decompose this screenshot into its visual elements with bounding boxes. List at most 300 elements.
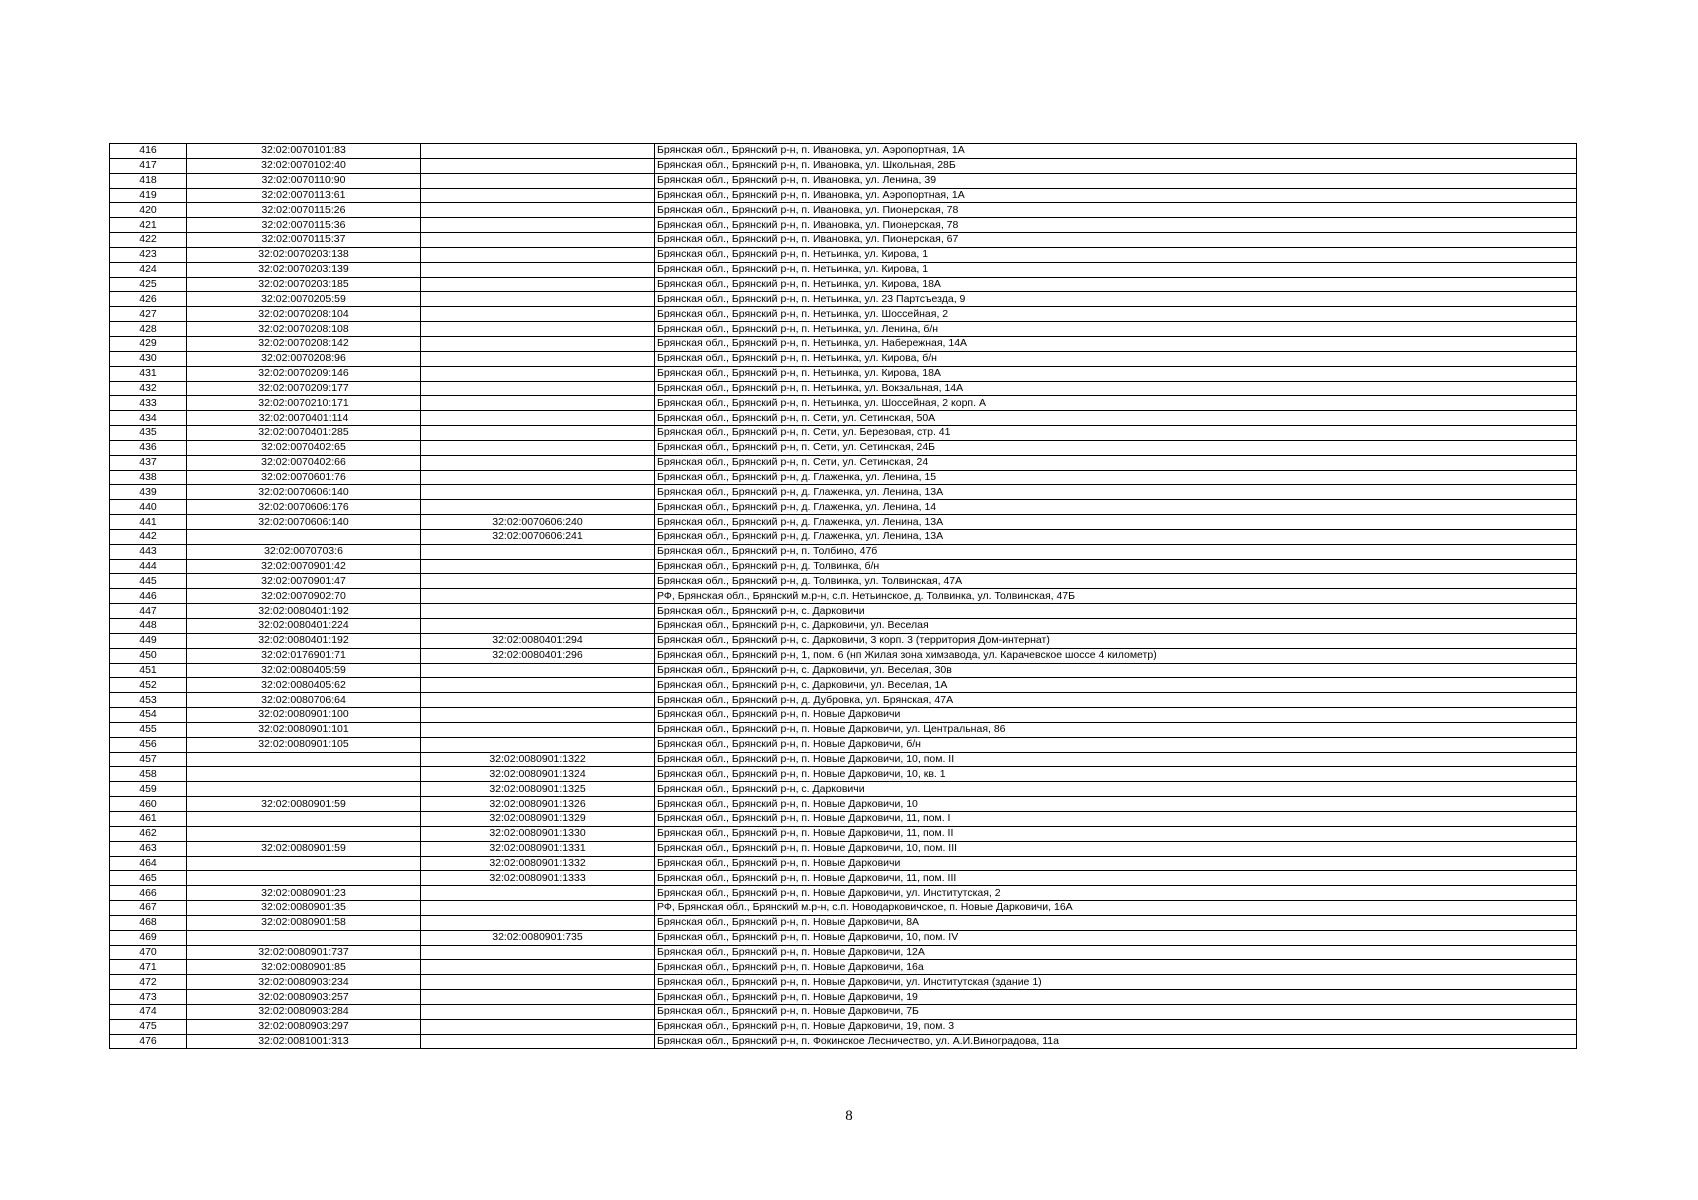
cadastral-number-cell — [187, 767, 421, 782]
table-row — [110, 604, 1577, 619]
sub-cadastral-number-cell: 32:02:0080901:1325 — [421, 782, 655, 797]
sub-cadastral-number-cell: 32:02:0080901:1333 — [421, 871, 655, 886]
address-cell: Брянская обл., Брянский р-н, д. Глаженка, ул. Ленина, 15 — [655, 470, 1577, 485]
sub-cadastral-number-cell — [421, 485, 655, 500]
table-row — [110, 752, 1577, 767]
cadastral-number-cell: 32:02:0080903:257 — [187, 990, 421, 1005]
address-cell: Брянская обл., Брянский р-н, п. Новые Дарковичи, 11, пом. III — [655, 871, 1577, 886]
cadastral-number-cell — [187, 871, 421, 886]
sub-cadastral-number-cell: 32:02:0080901:1330 — [421, 826, 655, 841]
table-row — [110, 144, 1577, 159]
row-number-cell: 423 — [110, 247, 187, 262]
sub-cadastral-number-cell — [421, 307, 655, 322]
sub-cadastral-number-cell — [421, 901, 655, 916]
cadastral-number-cell: 32:02:0070208:142 — [187, 336, 421, 351]
address-cell: Брянская обл., Брянский р-н, д. Глаженка, ул. Ленина, 13А — [655, 515, 1577, 530]
cadastral-number-cell: 32:02:0070401:114 — [187, 411, 421, 426]
row-number-cell: 468 — [110, 915, 187, 930]
sub-cadastral-number-cell — [421, 158, 655, 173]
table-row — [110, 737, 1577, 752]
table-row — [110, 871, 1577, 886]
row-number-cell: 425 — [110, 277, 187, 292]
address-cell: Брянская обл., Брянский р-н, п. Новые Дарковичи, 11, пом. I — [655, 811, 1577, 826]
address-cell: Брянская обл., Брянский р-н, п. Нетьинка, ул. Набережная, 14А — [655, 336, 1577, 351]
table-row — [110, 529, 1577, 544]
table-row — [110, 886, 1577, 901]
table-row — [110, 945, 1577, 960]
sub-cadastral-number-cell — [421, 559, 655, 574]
sub-cadastral-number-cell — [421, 693, 655, 708]
sub-cadastral-number-cell: 32:02:0080901:1331 — [421, 841, 655, 856]
address-cell: Брянская обл., Брянский р-н, п. Нетьинка, ул. 23 Партсъезда, 9 — [655, 292, 1577, 307]
address-cell: Брянская обл., Брянский р-н, д. Толвинка, б/н — [655, 559, 1577, 574]
address-cell: Брянская обл., Брянский р-н, п. Сети, ул. Сетинская, 50А — [655, 411, 1577, 426]
sub-cadastral-number-cell — [421, 292, 655, 307]
address-cell: Брянская обл., Брянский р-н, п. Новые Дарковичи, 8А — [655, 915, 1577, 930]
address-cell: Брянская обл., Брянский р-н, п. Новые Дарковичи, 19 — [655, 990, 1577, 1005]
address-cell: Брянская обл., Брянский р-н, с. Дарковичи, ул. Веселая — [655, 619, 1577, 634]
row-number-cell: 421 — [110, 218, 187, 233]
address-cell: Брянская обл., Брянский р-н, п. Ивановка, ул. Аэропортная, 1А — [655, 144, 1577, 159]
cadastral-number-cell: 32:02:0080901:101 — [187, 722, 421, 737]
sub-cadastral-number-cell — [421, 351, 655, 366]
row-number-cell: 453 — [110, 693, 187, 708]
table-row — [110, 1004, 1577, 1019]
table-row — [110, 559, 1577, 574]
page-number: 8 — [845, 1108, 853, 1124]
sub-cadastral-number-cell — [421, 262, 655, 277]
sub-cadastral-number-cell — [421, 886, 655, 901]
row-number-cell: 472 — [110, 975, 187, 990]
sub-cadastral-number-cell — [421, 663, 655, 678]
cadastral-number-cell: 32:02:0070210:171 — [187, 396, 421, 411]
table-row — [110, 366, 1577, 381]
sub-cadastral-number-cell — [421, 975, 655, 990]
address-cell: Брянская обл., Брянский р-н, д. Глаженка, ул. Ленина, 13А — [655, 485, 1577, 500]
sub-cadastral-number-cell — [421, 233, 655, 248]
address-cell: Брянская обл., Брянский р-н, п. Нетьинка, ул. Шоссейная, 2 корп. А — [655, 396, 1577, 411]
row-number-cell: 465 — [110, 871, 187, 886]
cadastral-number-cell: 32:02:0070401:285 — [187, 426, 421, 441]
table-row — [110, 470, 1577, 485]
table-row — [110, 1034, 1577, 1049]
cadastral-number-cell: 32:02:0070606:140 — [187, 515, 421, 530]
row-number-cell: 458 — [110, 767, 187, 782]
row-number-cell: 419 — [110, 188, 187, 203]
address-cell: РФ, Брянская обл., Брянский м.р-н, с.п. Новодарковичское, п. Новые Дарковичи, 16А — [655, 901, 1577, 916]
cadastral-number-cell: 32:02:0081001:313 — [187, 1034, 421, 1049]
row-number-cell: 442 — [110, 529, 187, 544]
sub-cadastral-number-cell: 32:02:0080901:1324 — [421, 767, 655, 782]
table-row — [110, 396, 1577, 411]
address-cell: Брянская обл., Брянский р-н, п. Сети, ул. Сетинская, 24 — [655, 455, 1577, 470]
cadastral-number-cell: 32:02:0070209:177 — [187, 381, 421, 396]
cadastral-number-cell: 32:02:0070703:6 — [187, 544, 421, 559]
address-cell: Брянская обл., Брянский р-н, с. Дарковичи — [655, 604, 1577, 619]
address-cell: Брянская обл., Брянский р-н, п. Новые Дарковичи — [655, 856, 1577, 871]
row-number-cell: 430 — [110, 351, 187, 366]
table-row — [110, 322, 1577, 337]
cadastral-number-cell — [187, 930, 421, 945]
table-row — [110, 247, 1577, 262]
table-row — [110, 856, 1577, 871]
sub-cadastral-number-cell — [421, 915, 655, 930]
cadastral-number-cell: 32:02:0070203:139 — [187, 262, 421, 277]
cadastral-number-cell: 32:02:0080401:192 — [187, 633, 421, 648]
row-number-cell: 420 — [110, 203, 187, 218]
row-number-cell: 446 — [110, 589, 187, 604]
sub-cadastral-number-cell: 32:02:0070606:240 — [421, 515, 655, 530]
cadastral-number-cell: 32:02:0070402:65 — [187, 440, 421, 455]
sub-cadastral-number-cell — [421, 678, 655, 693]
sub-cadastral-number-cell: 32:02:0080901:1326 — [421, 797, 655, 812]
address-cell: Брянская обл., Брянский р-н, п. Новые Дарковичи, 10, пом. II — [655, 752, 1577, 767]
table-row — [110, 619, 1577, 634]
sub-cadastral-number-cell — [421, 440, 655, 455]
sub-cadastral-number-cell: 32:02:0080401:296 — [421, 648, 655, 663]
address-cell: Брянская обл., Брянский р-н, п. Нетьинка, ул. Вокзальная, 14А — [655, 381, 1577, 396]
row-number-cell: 416 — [110, 144, 187, 159]
address-cell: Брянская обл., Брянский р-н, д. Глаженка, ул. Ленина, 14 — [655, 500, 1577, 515]
address-cell: Брянская обл., Брянский р-н, п. Новые Дарковичи — [655, 708, 1577, 723]
table-row — [110, 960, 1577, 975]
cadastral-number-cell: 32:02:0070209:146 — [187, 366, 421, 381]
cadastral-number-cell: 32:02:0070208:104 — [187, 307, 421, 322]
table-row — [110, 975, 1577, 990]
cadastral-number-cell: 32:02:0070208:96 — [187, 351, 421, 366]
sub-cadastral-number-cell — [421, 945, 655, 960]
cadastral-number-cell: 32:02:0070208:108 — [187, 322, 421, 337]
address-cell: Брянская обл., Брянский р-н, п. Фокинское Лесничество, ул. А.И.Виноградова, 11а — [655, 1034, 1577, 1049]
address-cell: Брянская обл., Брянский р-н, п. Толбино, 47б — [655, 544, 1577, 559]
address-cell: Брянская обл., Брянский р-н, п. Новые Дарковичи, 10, пом. IV — [655, 930, 1577, 945]
table-row — [110, 990, 1577, 1005]
cadastral-number-cell: 32:02:0070115:26 — [187, 203, 421, 218]
cadastral-number-cell: 32:02:0080401:192 — [187, 604, 421, 619]
row-number-cell: 439 — [110, 485, 187, 500]
row-number-cell: 452 — [110, 678, 187, 693]
table-row — [110, 262, 1577, 277]
table-row — [110, 811, 1577, 826]
address-cell: Брянская обл., Брянский р-н, п. Новые Дарковичи, 10, пом. III — [655, 841, 1577, 856]
row-number-cell: 438 — [110, 470, 187, 485]
address-cell: Брянская обл., Брянский р-н, п. Новые Дарковичи, 12А — [655, 945, 1577, 960]
row-number-cell: 470 — [110, 945, 187, 960]
sub-cadastral-number-cell — [421, 426, 655, 441]
sub-cadastral-number-cell — [421, 366, 655, 381]
table-row — [110, 411, 1577, 426]
address-cell: Брянская обл., Брянский р-н, п. Новые Дарковичи, 10, кв. 1 — [655, 767, 1577, 782]
table-row — [110, 663, 1577, 678]
row-number-cell: 432 — [110, 381, 187, 396]
table-row — [110, 544, 1577, 559]
registry-table-body — [110, 144, 1577, 1049]
sub-cadastral-number-cell — [421, 218, 655, 233]
sub-cadastral-number-cell: 32:02:0080901:735 — [421, 930, 655, 945]
row-number-cell: 451 — [110, 663, 187, 678]
table-row — [110, 693, 1577, 708]
cadastral-number-cell: 32:02:0070203:138 — [187, 247, 421, 262]
cadastral-number-cell: 32:02:0070901:47 — [187, 574, 421, 589]
cadastral-number-cell — [187, 856, 421, 871]
sub-cadastral-number-cell — [421, 470, 655, 485]
sub-cadastral-number-cell — [421, 381, 655, 396]
table-row — [110, 173, 1577, 188]
cadastral-number-cell: 32:02:0070113:61 — [187, 188, 421, 203]
address-cell: Брянская обл., Брянский р-н, п. Сети, ул. Сетинская, 24Б — [655, 440, 1577, 455]
cadastral-number-cell — [187, 752, 421, 767]
registry-table — [109, 143, 1577, 1049]
row-number-cell: 444 — [110, 559, 187, 574]
row-number-cell: 427 — [110, 307, 187, 322]
table-row — [110, 307, 1577, 322]
row-number-cell: 466 — [110, 886, 187, 901]
sub-cadastral-number-cell — [421, 1004, 655, 1019]
table-row — [110, 277, 1577, 292]
cadastral-number-cell: 32:02:0080903:234 — [187, 975, 421, 990]
row-number-cell: 436 — [110, 440, 187, 455]
sub-cadastral-number-cell — [421, 1034, 655, 1049]
address-cell: Брянская обл., Брянский р-н, п. Новые Дарковичи, ул. Институтская (здание 1) — [655, 975, 1577, 990]
row-number-cell: 467 — [110, 901, 187, 916]
table-row — [110, 455, 1577, 470]
address-cell: Брянская обл., Брянский р-н, п. Нетьинка, ул. Кирова, 18А — [655, 277, 1577, 292]
sub-cadastral-number-cell — [421, 574, 655, 589]
table-row — [110, 351, 1577, 366]
table-row — [110, 188, 1577, 203]
sub-cadastral-number-cell: 32:02:0080401:294 — [421, 633, 655, 648]
table-row — [110, 633, 1577, 648]
row-number-cell: 454 — [110, 708, 187, 723]
table-row — [110, 381, 1577, 396]
row-number-cell: 434 — [110, 411, 187, 426]
cadastral-number-cell — [187, 529, 421, 544]
sub-cadastral-number-cell — [421, 544, 655, 559]
table-row — [110, 826, 1577, 841]
cadastral-number-cell — [187, 811, 421, 826]
table-row — [110, 767, 1577, 782]
address-cell: Брянская обл., Брянский р-н, с. Дарковичи, 3 корп. 3 (территория Дом-интернат) — [655, 633, 1577, 648]
cadastral-number-cell: 32:02:0080901:100 — [187, 708, 421, 723]
address-cell: РФ, Брянская обл., Брянский м.р-н, с.п. Нетьинское, д. Толвинка, ул. Толвинская, 47Б — [655, 589, 1577, 604]
cadastral-number-cell: 32:02:0070102:40 — [187, 158, 421, 173]
row-number-cell: 461 — [110, 811, 187, 826]
row-number-cell: 476 — [110, 1034, 187, 1049]
table-row — [110, 574, 1577, 589]
cadastral-number-cell: 32:02:0070901:42 — [187, 559, 421, 574]
cadastral-number-cell: 32:02:0080401:224 — [187, 619, 421, 634]
row-number-cell: 456 — [110, 737, 187, 752]
address-cell: Брянская обл., Брянский р-н, п. Нетьинка, ул. Шоссейная, 2 — [655, 307, 1577, 322]
row-number-cell: 440 — [110, 500, 187, 515]
row-number-cell: 463 — [110, 841, 187, 856]
row-number-cell: 417 — [110, 158, 187, 173]
address-cell: Брянская обл., Брянский р-н, п. Ивановка, ул. Пионерская, 78 — [655, 218, 1577, 233]
table-row — [110, 515, 1577, 530]
sub-cadastral-number-cell — [421, 737, 655, 752]
table-row — [110, 218, 1577, 233]
sub-cadastral-number-cell — [421, 990, 655, 1005]
sub-cadastral-number-cell — [421, 604, 655, 619]
address-cell: Брянская обл., Брянский р-н, п. Новые Дарковичи, ул. Институтская, 2 — [655, 886, 1577, 901]
address-cell: Брянская обл., Брянский р-н, п. Ивановка, ул. Аэропортная, 1А — [655, 188, 1577, 203]
cadastral-number-cell: 32:02:0070606:176 — [187, 500, 421, 515]
table-row — [110, 797, 1577, 812]
address-cell: Брянская обл., Брянский р-н, п. Ивановка, ул. Пионерская, 67 — [655, 233, 1577, 248]
row-number-cell: 424 — [110, 262, 187, 277]
sub-cadastral-number-cell — [421, 500, 655, 515]
cadastral-number-cell: 32:02:0080901:737 — [187, 945, 421, 960]
table-row — [110, 500, 1577, 515]
row-number-cell: 443 — [110, 544, 187, 559]
table-row — [110, 782, 1577, 797]
row-number-cell: 459 — [110, 782, 187, 797]
cadastral-number-cell: 32:02:0070110:90 — [187, 173, 421, 188]
sub-cadastral-number-cell — [421, 322, 655, 337]
cadastral-number-cell: 32:02:0080901:59 — [187, 841, 421, 856]
cadastral-number-cell: 32:02:0080901:59 — [187, 797, 421, 812]
table-row — [110, 233, 1577, 248]
cadastral-number-cell: 32:02:0070115:36 — [187, 218, 421, 233]
row-number-cell: 457 — [110, 752, 187, 767]
address-cell: Брянская обл., Брянский р-н, п. Нетьинка, ул. Кирова, 1 — [655, 262, 1577, 277]
row-number-cell: 450 — [110, 648, 187, 663]
cadastral-number-cell: 32:02:0070101:83 — [187, 144, 421, 159]
row-number-cell: 474 — [110, 1004, 187, 1019]
address-cell: Брянская обл., Брянский р-н, п. Новые Дарковичи, 10 — [655, 797, 1577, 812]
table-row — [110, 722, 1577, 737]
sub-cadastral-number-cell — [421, 247, 655, 262]
row-number-cell: 448 — [110, 619, 187, 634]
table-row — [110, 336, 1577, 351]
sub-cadastral-number-cell: 32:02:0070606:241 — [421, 529, 655, 544]
sub-cadastral-number-cell: 32:02:0080901:1329 — [421, 811, 655, 826]
cadastral-number-cell: 32:02:0080901:23 — [187, 886, 421, 901]
address-cell: Брянская обл., Брянский р-н, д. Толвинка, ул. Толвинская, 47А — [655, 574, 1577, 589]
cadastral-number-cell: 32:02:0176901:71 — [187, 648, 421, 663]
row-number-cell: 428 — [110, 322, 187, 337]
sub-cadastral-number-cell — [421, 455, 655, 470]
cadastral-number-cell: 32:02:0080903:297 — [187, 1019, 421, 1034]
row-number-cell: 435 — [110, 426, 187, 441]
address-cell: Брянская обл., Брянский р-н, п. Сети, ул. Березовая, стр. 41 — [655, 426, 1577, 441]
table-row — [110, 930, 1577, 945]
table-row — [110, 589, 1577, 604]
sub-cadastral-number-cell — [421, 722, 655, 737]
address-cell: Брянская обл., Брянский р-н, п. Новые Дарковичи, 16а — [655, 960, 1577, 975]
sub-cadastral-number-cell — [421, 589, 655, 604]
sub-cadastral-number-cell — [421, 144, 655, 159]
cadastral-number-cell: 32:02:0070601:76 — [187, 470, 421, 485]
row-number-cell: 460 — [110, 797, 187, 812]
row-number-cell: 426 — [110, 292, 187, 307]
row-number-cell: 429 — [110, 336, 187, 351]
address-cell: Брянская обл., Брянский р-н, с. Дарковичи, ул. Веселая, 1А — [655, 678, 1577, 693]
address-cell: Брянская обл., Брянский р-н, д. Дубровка, ул. Брянская, 47А — [655, 693, 1577, 708]
sub-cadastral-number-cell: 32:02:0080901:1332 — [421, 856, 655, 871]
table-row — [110, 426, 1577, 441]
table-row — [110, 1019, 1577, 1034]
sub-cadastral-number-cell — [421, 336, 655, 351]
row-number-cell: 445 — [110, 574, 187, 589]
address-cell: Брянская обл., Брянский р-н, п. Нетьинка, ул. Кирова, б/н — [655, 351, 1577, 366]
table-row — [110, 203, 1577, 218]
cadastral-number-cell — [187, 826, 421, 841]
table-row — [110, 678, 1577, 693]
cadastral-number-cell: 32:02:0070203:185 — [187, 277, 421, 292]
row-number-cell: 475 — [110, 1019, 187, 1034]
address-cell: Брянская обл., Брянский р-н, п. Новые Дарковичи, 11, пом. II — [655, 826, 1577, 841]
row-number-cell: 433 — [110, 396, 187, 411]
table-row — [110, 292, 1577, 307]
table-row — [110, 841, 1577, 856]
cadastral-number-cell: 32:02:0070402:66 — [187, 455, 421, 470]
table-row — [110, 158, 1577, 173]
address-cell: Брянская обл., Брянский р-н, п. Новые Дарковичи, ул. Центральная, 86 — [655, 722, 1577, 737]
table-row — [110, 440, 1577, 455]
row-number-cell: 441 — [110, 515, 187, 530]
cadastral-number-cell: 32:02:0080901:85 — [187, 960, 421, 975]
row-number-cell: 422 — [110, 233, 187, 248]
address-cell: Брянская обл., Брянский р-н, п. Новые Дарковичи, б/н — [655, 737, 1577, 752]
cadastral-number-cell: 32:02:0080901:35 — [187, 901, 421, 916]
address-cell: Брянская обл., Брянский р-н, п. Ивановка, ул. Пионерская, 78 — [655, 203, 1577, 218]
address-cell: Брянская обл., Брянский р-н, 1, пом. 6 (нп Жилая зона химзавода, ул. Карачевское шоссе 4 километр) — [655, 648, 1577, 663]
address-cell: Брянская обл., Брянский р-н, п. Нетьинка, ул. Кирова, 1 — [655, 247, 1577, 262]
address-cell: Брянская обл., Брянский р-н, с. Дарковичи, ул. Веселая, 30в — [655, 663, 1577, 678]
table-row — [110, 901, 1577, 916]
table-row — [110, 708, 1577, 723]
table-row — [110, 485, 1577, 500]
row-number-cell: 447 — [110, 604, 187, 619]
cadastral-number-cell — [187, 782, 421, 797]
sub-cadastral-number-cell — [421, 1019, 655, 1034]
cadastral-number-cell: 32:02:0070902:70 — [187, 589, 421, 604]
cadastral-number-cell: 32:02:0080405:59 — [187, 663, 421, 678]
sub-cadastral-number-cell — [421, 619, 655, 634]
row-number-cell: 449 — [110, 633, 187, 648]
row-number-cell: 469 — [110, 930, 187, 945]
row-number-cell: 473 — [110, 990, 187, 1005]
address-cell: Брянская обл., Брянский р-н, п. Ивановка, ул. Школьная, 28Б — [655, 158, 1577, 173]
address-cell: Брянская обл., Брянский р-н, д. Глаженка, ул. Ленина, 13А — [655, 529, 1577, 544]
sub-cadastral-number-cell — [421, 188, 655, 203]
table-row — [110, 915, 1577, 930]
table-row — [110, 648, 1577, 663]
cadastral-number-cell: 32:02:0070606:140 — [187, 485, 421, 500]
row-number-cell: 462 — [110, 826, 187, 841]
cadastral-number-cell: 32:02:0080903:284 — [187, 1004, 421, 1019]
sub-cadastral-number-cell — [421, 277, 655, 292]
address-cell: Брянская обл., Брянский р-н, п. Новые Дарковичи, 7Б — [655, 1004, 1577, 1019]
sub-cadastral-number-cell — [421, 960, 655, 975]
sub-cadastral-number-cell: 32:02:0080901:1322 — [421, 752, 655, 767]
cadastral-number-cell: 32:02:0070205:59 — [187, 292, 421, 307]
address-cell: Брянская обл., Брянский р-н, п. Нетьинка, ул. Кирова, 18А — [655, 366, 1577, 381]
row-number-cell: 471 — [110, 960, 187, 975]
address-cell: Брянская обл., Брянский р-н, п. Нетьинка, ул. Ленина, б/н — [655, 322, 1577, 337]
sub-cadastral-number-cell — [421, 203, 655, 218]
sub-cadastral-number-cell — [421, 173, 655, 188]
row-number-cell: 437 — [110, 455, 187, 470]
row-number-cell: 455 — [110, 722, 187, 737]
address-cell: Брянская обл., Брянский р-н, п. Ивановка, ул. Ленина, 39 — [655, 173, 1577, 188]
row-number-cell: 464 — [110, 856, 187, 871]
row-number-cell: 431 — [110, 366, 187, 381]
sub-cadastral-number-cell — [421, 708, 655, 723]
cadastral-number-cell: 32:02:0080405:62 — [187, 678, 421, 693]
row-number-cell: 418 — [110, 173, 187, 188]
